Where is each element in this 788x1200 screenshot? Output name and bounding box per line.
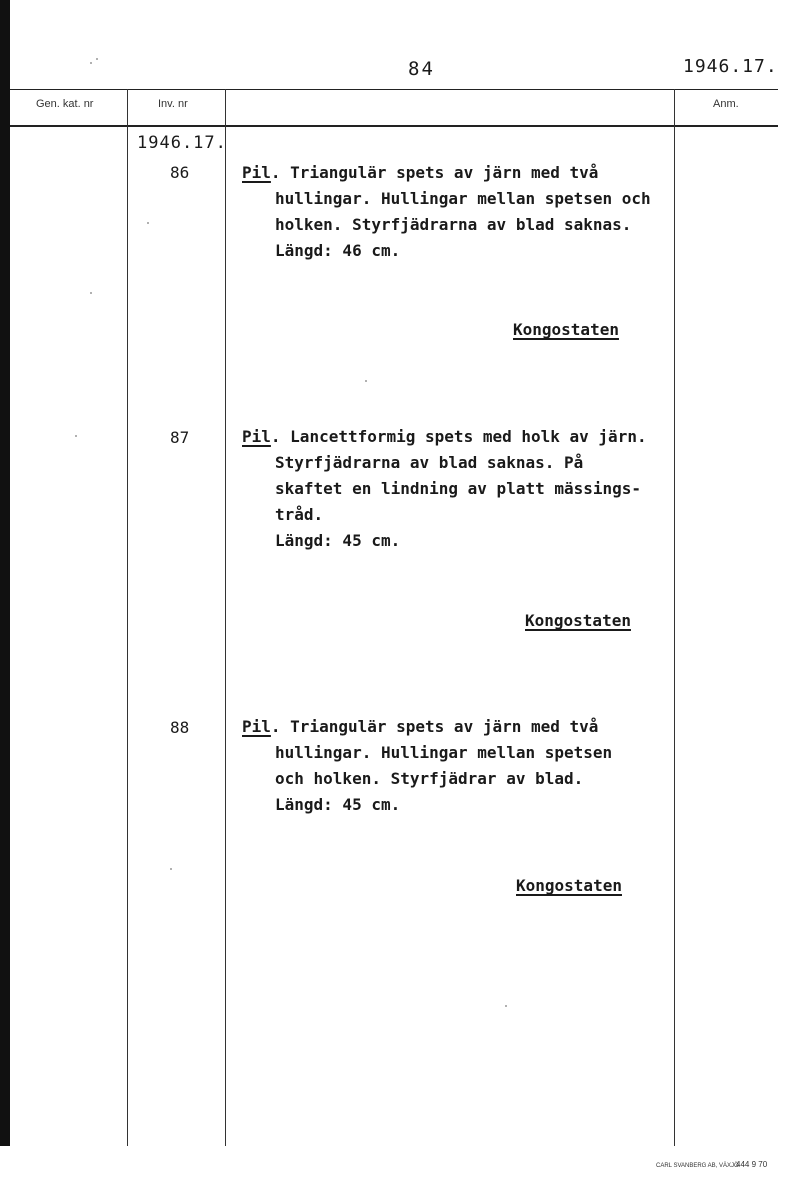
header-top-rule (10, 89, 778, 90)
origin-label: Kongostaten (516, 876, 622, 895)
entry-line: hullingar. Hullingar mellan spetsen och (275, 189, 651, 208)
scan-speck (75, 435, 77, 437)
origin-label: Kongostaten (525, 611, 631, 630)
entry-title: Pil (242, 427, 271, 446)
inventory-number: 86 (170, 163, 190, 182)
entry-title: Pil (242, 717, 271, 736)
inventory-number: 87 (170, 428, 190, 447)
header-bottom-rule (10, 125, 778, 127)
entry-line: skaftet en lindning av platt mässings- (275, 479, 642, 498)
column-divider-2 (225, 89, 226, 1146)
column-divider-3 (674, 89, 675, 1146)
scan-speck (90, 292, 92, 294)
entry-description (242, 714, 662, 818)
column-heading-gen-kat: Gen. kat. nr (36, 98, 94, 110)
entry-title: Pil (242, 163, 271, 182)
entry-line: holken. Styrfjädrarna av blad saknas. (275, 215, 632, 234)
scan-speck (365, 380, 367, 382)
entry-line: Längd: 45 cm. (275, 531, 401, 550)
binding-edge (0, 0, 10, 1146)
entry-line: och holken. Styrfjädrar av blad. (275, 769, 584, 788)
entry-line: Längd: 45 cm. (275, 795, 401, 814)
printer-imprint: CARL SVANBERG AB, VÄXJÖ (656, 1163, 739, 1169)
scan-speck (147, 222, 149, 224)
entry-line: . Triangulär spets av järn med två (270, 717, 599, 736)
entry-line: . Triangulär spets av järn med två (270, 163, 599, 182)
catalog-code: 1946.17. (683, 56, 778, 77)
column-heading-inv: Inv. nr (158, 98, 188, 110)
entry-line: tråd. (275, 505, 324, 524)
inventory-number: 88 (170, 718, 190, 737)
scan-speck (170, 868, 172, 870)
entry-line: Styrfjädrarna av blad saknas. På (275, 453, 584, 472)
scan-speck (96, 58, 98, 60)
entry-line: hullingar. Hullingar mellan spetsen (275, 743, 613, 762)
form-number: 444 9 70 (736, 1160, 768, 1169)
scan-speck (505, 1005, 507, 1007)
entry-line: Längd: 46 cm. (275, 241, 401, 260)
entry-description (242, 160, 662, 264)
inventory-series: 1946.17. (137, 133, 227, 153)
page-number: 84 (408, 58, 435, 80)
origin-label: Kongostaten (513, 320, 619, 339)
scan-speck (90, 62, 92, 64)
column-divider-1 (127, 89, 128, 1146)
entry-description (242, 424, 662, 554)
column-heading-anm: Anm. (713, 98, 739, 110)
entry-line: . Lancettformig spets med holk av järn. (270, 427, 647, 446)
